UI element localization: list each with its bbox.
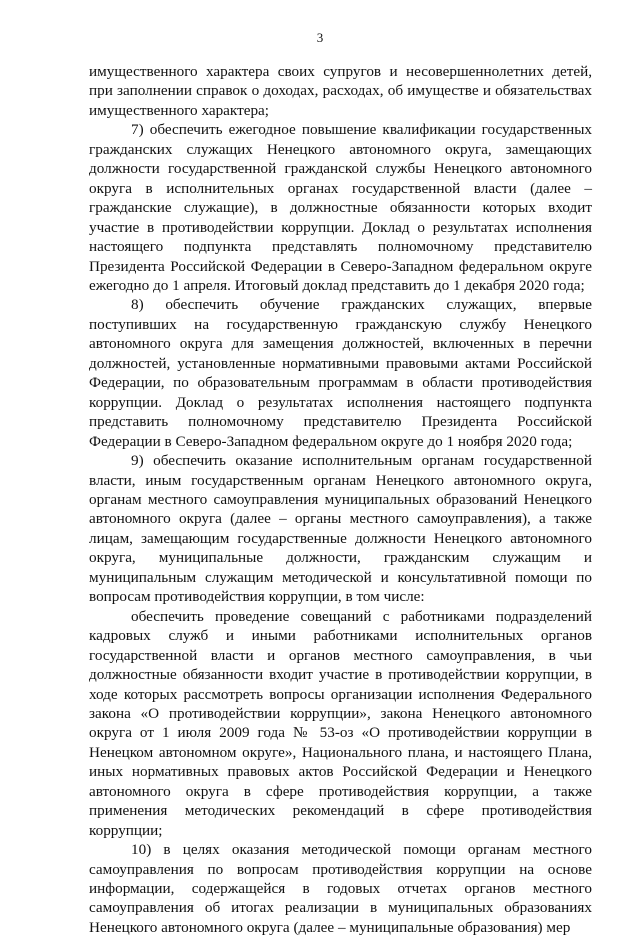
paragraph-item-9-subpoint: обеспечить проведение совещаний с работниками подразделений кадровых служб и иными работниками исполнительных органов государственной власти и органов местного самоуправления, в чьи должностные обязанности входит участие в противодействии коррупции, в ходе которых рассмотреть вопросы организации исполнения Федерального закона «О противодействии коррупции», закона Ненецкого автономного округа от 1 июля 2009 года № 53-оз «О противодействии коррупции в Ненецком автономном округе», Национального плана, и настоящего Плана, иных нормативных правовых актов Российской Федерации и Ненецкого автономного округа в сфере противодействия коррупции, а также применения методических рекомендаций в сфере противодействия коррупции;	[89, 607, 592, 839]
paragraph-continuation: имущественного характера своих супругов и несовершеннолетних детей, при заполнении справок о доходах, расходах, об имуществе и обязательствах имущественного характера;	[89, 63, 592, 119]
paragraph-item-9: 9) обеспечить оказание исполнительным органам государственной власти, иным государственным органам Ненецкого автономного округа, органам местного самоуправления муниципальных образований Ненецкого автономного округа (далее – органы местного самоуправления), а также лицам, замещающим государственные должности Ненецкого автономного округа, муниципальные должности, гражданским служащим и муниципальным служащим методической и консультативной помощи по вопросам противодействия коррупции, в том числе:	[89, 452, 592, 606]
paragraph-item-7: 7) обеспечить ежегодное повышение квалификации государственных гражданских служащих Ненецкого автономного округа, замещающих должности государственной гражданской службы Ненецкого автономного округа в исполнительных органах государственной власти (далее – гражданские служащие), в должностные обязанности которых входит участие в противодействии коррупции. Доклад о результатах исполнения настоящего подпункта представлять полномочному представителю Президента Российской Федерации в Северо-Западном федеральном округе ежегодно до 1 апреля. Итоговый доклад представить до 1 декабря 2020 года;	[89, 121, 592, 294]
document-body	[89, 62, 592, 937]
paragraph-item-10: 10) в целях оказания методической помощи органам местного самоуправления по вопросам противодействия коррупции на основе информации, содержащейся в годовых отчетах органов местного самоуправления об итогах реализации в муниципальных образованиях Ненецкого автономного округа (далее – муниципальные образования) мер	[89, 841, 592, 936]
page-number: 3	[316, 30, 324, 45]
paragraph-item-8: 8) обеспечить обучение гражданских служащих, впервые поступивших на государственную гражданскую службу Ненецкого автономного округа для замещения должностей, включенных в перечни должностей, установленные нормативными правовыми актами Российской Федерации, по образовательным программам в области противодействия коррупции. Доклад о результатах исполнения настоящего подпункта представить полномочному представителю Президента Российской Федерации в Северо-Западном федеральном округе до 1 ноября 2020 года;	[89, 296, 592, 450]
